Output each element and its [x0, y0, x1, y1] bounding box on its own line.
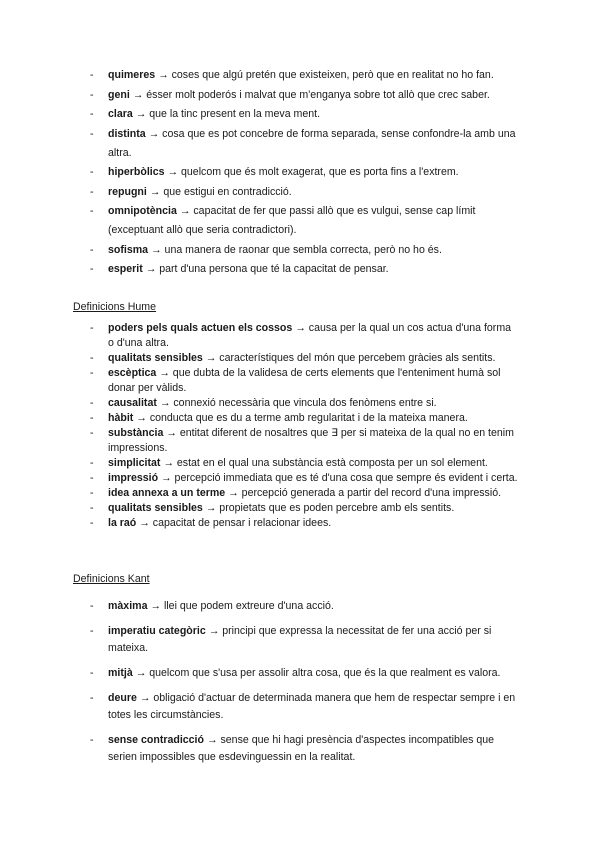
term: poders pels quals actuen els cossos — [108, 322, 293, 334]
list-item: - substància → entitat diferent de nosaltres que ∃ per si mateixa de la qual no en tenim impressions. — [90, 427, 514, 454]
definition: una manera de raonar que sembla correcta, però no ho és. — [164, 243, 442, 256]
list-item: - omnipotència → capacitat de fer que passi allò que es vulgui, sense cap límit (exceptuant allò que seria contradictori). — [90, 205, 476, 236]
term: hiperbòlics — [108, 166, 165, 178]
list-item: - repugni → que estigui en contradicció. — [90, 185, 292, 198]
definition: part d'una persona que té la capacitat de pensar. — [159, 263, 389, 275]
term: esperit — [108, 263, 143, 275]
arrow-icon: → — [158, 69, 169, 81]
list-item: - idea annexa a un terme → percepció generada a partir del record d'una impressió. — [90, 487, 502, 499]
definition: obligació d'actuar de determinada manera que hem de respectar sempre i en totes les circumstàncies. — [108, 692, 516, 721]
definition: quelcom que és molt exagerat, que es porta fins a l'extrem. — [181, 166, 459, 178]
term: clara — [108, 108, 133, 120]
list-item: - poders pels quals actuen els cossos → causa per la qual un cos actua d'una forma o d'una altra. — [90, 322, 512, 349]
arrow-icon: → — [150, 600, 162, 612]
arrow-icon: → — [208, 625, 220, 637]
term: sense contradicció — [108, 734, 204, 746]
definition: que estigui en contradicció. — [163, 185, 292, 198]
definition: entitat diferent de nosaltres que ∃ per si mateixa de la qual no en tenim impressions. — [108, 427, 514, 454]
list-item: - deure → obligació d'actuar de determinada manera que hem de respectar sempre i en totes les circumstàncies. — [90, 692, 516, 721]
list-item: - quimeres → coses que algú pretén que existeixen, però que en realitat no ho fan. — [90, 69, 494, 81]
arrow-icon: → — [145, 263, 157, 275]
term: deure — [108, 692, 137, 704]
list-item: - qualitats sensibles → característiques del món que percebem gràcies als sentits. — [90, 352, 496, 364]
list-item: - imperatiu categòric → principi que expressa la necessitat de fer una acció per si mateixa. — [90, 625, 492, 654]
definition: capacitat de fer que passi allò que es vulgui, sense cap límit (exceptuant allò que seria contradictori). — [108, 205, 476, 236]
term: qualitats sensibles — [108, 352, 203, 364]
list-item: - escèptica → que dubta de la validesa de certs elements que l'enteniment humà sol donar per vàlids. — [90, 367, 501, 394]
arrow-icon: → — [163, 457, 174, 469]
term: hàbit — [108, 412, 134, 424]
term: quimeres — [108, 69, 156, 81]
list-item: - impressió → percepció immediata que es té d'una cosa que sempre és evident i certa. — [90, 472, 518, 484]
term: distinta — [108, 127, 146, 140]
term: escèptica — [108, 367, 157, 379]
definition: que dubta de la validesa de certs elements que l'enteniment humà sol donar per vàlids. — [108, 367, 501, 394]
definition: percepció immediata que es té d'una cosa que sempre és evident i certa. — [174, 472, 518, 484]
list-item: - causalitat → connexió necessària que vincula dos fenòmens entre si. — [90, 397, 437, 409]
definition: estat en el qual una substància està composta per un sol element. — [176, 457, 488, 469]
arrow-icon: → — [228, 487, 239, 499]
term: geni — [108, 88, 130, 101]
definition: llei que podem extreure d'una acció. — [163, 600, 334, 612]
definition: percepció generada a partir del record d'una impressió. — [241, 487, 502, 499]
arrow-icon: → — [136, 412, 147, 424]
list-item: - esperit → part d'una persona que té la capacitat de pensar. — [90, 263, 389, 275]
definition: propietats que es poden percebre amb els sentits. — [219, 502, 455, 514]
arrow-icon: → — [205, 352, 217, 364]
arrow-icon: → — [132, 88, 144, 101]
term: omnipotència — [108, 205, 177, 217]
list-item: - hiperbòlics → quelcom que és molt exagerat, que es porta fins a l'extrem. — [90, 166, 459, 178]
list-item: - qualitats sensibles → propietats que es poden percebre amb els sentits. — [90, 502, 455, 514]
term: simplicitat — [108, 457, 161, 469]
term: sofisma — [108, 243, 149, 256]
list-item: - clara → que la tinc present en la meva ment. — [90, 108, 321, 120]
definition: quelcom que s'usa per assolir altra cosa, que és la que realment es valora. — [149, 667, 501, 679]
definition-list — [0, 598, 600, 774]
arrow-icon: → — [159, 397, 171, 409]
list-item: - geni → ésser molt poderós i malvat que m'enganya sobre tot allò que crec saber. — [90, 88, 490, 101]
arrow-icon: → — [149, 185, 161, 198]
term: la raó — [108, 517, 137, 529]
list-item: - màxima → llei que podem extreure d'una acció. — [90, 600, 334, 612]
list-item: - hàbit → conducta que es du a terme amb regularitat i de la mateixa manera. — [90, 412, 468, 424]
section-heading: Definicions Kant — [73, 573, 150, 585]
term: impressió — [108, 472, 159, 484]
arrow-icon: → — [161, 472, 172, 484]
list-item: - distinta → cosa que es pot concebre de forma separada, sense confondre-la amb una altra. — [90, 127, 516, 159]
definition: conducta que es du a terme amb regularitat i de la mateixa manera. — [149, 412, 468, 424]
term: repugni — [108, 185, 147, 198]
term: mitjà — [108, 667, 133, 679]
arrow-icon: → — [135, 667, 147, 679]
term: màxima — [108, 600, 148, 612]
list-item: - simplicitat → estat en el qual una substància està composta per un sol element. — [90, 457, 488, 469]
definition: principi que expressa la necessitat de fer una acció per si mateixa. — [108, 625, 492, 654]
arrow-icon: → — [179, 205, 191, 217]
term: idea annexa a un terme — [108, 487, 226, 499]
definition: que la tinc present en la meva ment. — [149, 108, 321, 120]
arrow-icon: → — [139, 517, 150, 529]
list-item: - mitjà → quelcom que s'usa per assolir altra cosa, que és la que realment es valora. — [90, 667, 501, 679]
arrow-icon: → — [151, 243, 162, 256]
definition: causa per la qual un cos actua d'una forma o d'una altra. — [108, 322, 512, 349]
definition: connexió necessària que vincula dos fenòmens entre si. — [173, 397, 437, 409]
definition: característiques del món que percebem gràcies als sentits. — [219, 352, 496, 364]
list-item: - la raó → capacitat de pensar i relacionar idees. — [90, 517, 332, 529]
list-item: - sense contradicció → sense que hi hagi presència d'aspectes incompatibles que serien impossibles que esdevinguessin en la realitat. — [90, 734, 495, 763]
definition-list — [0, 321, 600, 531]
section-heading: Definicions Hume — [73, 301, 157, 313]
arrow-icon: → — [159, 367, 170, 379]
term: qualitats sensibles — [108, 502, 203, 514]
arrow-icon: → — [135, 108, 147, 120]
list-item: - sofisma → una manera de raonar que sembla correcta, però no ho és. — [90, 243, 442, 256]
arrow-icon: → — [205, 502, 217, 514]
definition: sense que hi hagi presència d'aspectes incompatibles que serien impossibles que esdevinguessin en la realitat. — [108, 734, 495, 763]
term: substància — [108, 427, 164, 439]
arrow-icon: → — [148, 127, 160, 140]
arrow-icon: → — [166, 427, 177, 439]
arrow-icon: → — [206, 734, 218, 746]
definition: capacitat de pensar i relacionar idees. — [152, 517, 332, 529]
arrow-icon: → — [295, 322, 306, 334]
definition: ésser molt poderós i malvat que m'enganya sobre tot allò que crec saber. — [146, 88, 490, 101]
definition: coses que algú pretén que existeixen, però que en realitat no ho fan. — [171, 69, 494, 81]
arrow-icon: → — [139, 692, 151, 704]
term: causalitat — [108, 397, 157, 409]
definition: cosa que es pot concebre de forma separada, sense confondre-la amb una altra. — [108, 127, 516, 159]
definition-list — [0, 66, 600, 280]
arrow-icon: → — [167, 166, 179, 178]
term: imperatiu categòric — [108, 625, 206, 637]
